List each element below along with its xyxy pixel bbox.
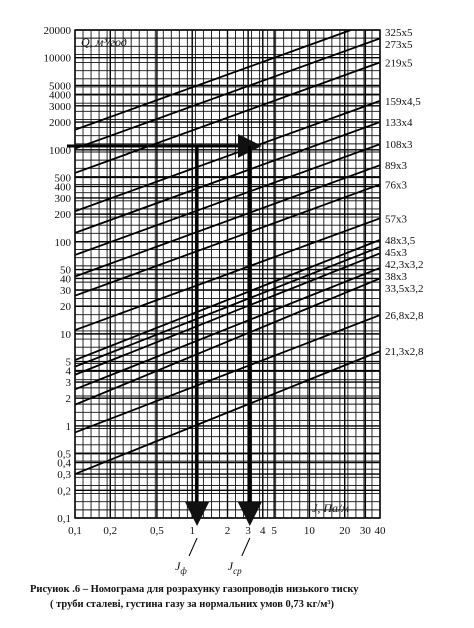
x-tick-label: 0,1 <box>68 525 82 537</box>
series-label: 108x3 <box>385 139 413 152</box>
x-tick-label: 4 <box>260 525 266 537</box>
x-tick-label: 5 <box>271 525 277 537</box>
y-tick-label: 3 <box>65 377 71 390</box>
y-tick-label: 1000 <box>49 144 71 157</box>
x-axis-ticks <box>68 525 386 537</box>
annotation-label: $J_ф$ <box>175 559 187 576</box>
y-tick-label: 5000 <box>49 80 71 93</box>
y-tick-label: 0,2 <box>57 485 71 498</box>
x-tick-label: 30 <box>359 525 371 537</box>
y-tick-label: 0,3 <box>57 469 71 482</box>
y-tick-label: 200 <box>54 209 71 222</box>
y-tick-label: 400 <box>54 181 71 194</box>
x-tick-label: 1 <box>189 525 195 537</box>
leader-line <box>242 538 250 556</box>
series-label: 273x5 <box>385 39 413 52</box>
series-label: 133x4 <box>385 117 413 130</box>
x-tick-label: 10 <box>303 525 315 537</box>
y-tick-label: 40 <box>60 273 71 286</box>
series-label: 33,5x3,2 <box>385 282 424 295</box>
y-tick-label: 5 <box>65 356 71 369</box>
y-tick-label: 0,4 <box>57 457 71 470</box>
series-label: 159x4,5 <box>385 95 421 108</box>
annotations <box>175 559 242 576</box>
y-tick-label: 1 <box>65 420 71 433</box>
series-label: 57x3 <box>385 213 407 226</box>
x-tick-label: 0,5 <box>150 525 164 537</box>
y-tick-label: 500 <box>54 172 71 185</box>
x-tick-label: 2 <box>224 525 231 537</box>
series-label: 26,8x2,8 <box>385 310 424 323</box>
series-label: 325x5 <box>385 27 413 40</box>
series-label: 48x3,5 <box>385 234 416 247</box>
series-label: 76x3 <box>385 179 407 192</box>
series-label: 219x5 <box>385 57 413 70</box>
y-tick-label: 100 <box>54 236 71 249</box>
y-tick-label: 10000 <box>43 52 71 65</box>
y-tick-label: 4000 <box>49 89 71 102</box>
y-axis-ticks <box>44 25 72 525</box>
reading-guides <box>67 146 250 556</box>
y-tick-label: 10 <box>60 328 71 341</box>
series-labels <box>385 27 424 358</box>
y-tick-label: 2 <box>65 393 71 406</box>
y-axis-title: Q, м³/год <box>81 35 127 49</box>
y-tick-label: 20000 <box>43 25 71 37</box>
y-tick-label: 20 <box>60 301 71 314</box>
x-tick-label: 40 <box>374 525 386 537</box>
series-label: 89x3 <box>385 160 407 173</box>
x-axis-title: J, Па/м <box>312 501 349 515</box>
series-label: 38x3 <box>385 270 407 283</box>
y-tick-label: 4 <box>65 365 71 378</box>
y-tick-label: 0,1 <box>57 513 71 525</box>
y-tick-label: 50 <box>60 264 71 277</box>
x-tick-label: 20 <box>339 525 351 537</box>
y-tick-label: 3000 <box>49 100 71 113</box>
y-tick-label: 30 <box>60 284 71 297</box>
series-label: 42,3x3,2 <box>385 258 424 271</box>
caption-line-1: Рисуиок .6 – Номограма для розрахунку газопроводів низького тиску <box>30 584 359 595</box>
y-tick-label: 2000 <box>49 117 71 130</box>
series-label: 21,3x2,8 <box>385 346 424 359</box>
y-tick-label: 300 <box>54 192 71 205</box>
leader-line <box>189 538 197 556</box>
series-label: 45x3 <box>385 246 407 259</box>
x-tick-label: 3 <box>245 525 251 537</box>
caption-line-2: ( труби сталеві, густина газу за нормальних умов 0,73 кг/м³) <box>50 599 335 610</box>
y-tick-label: 0,5 <box>57 448 71 461</box>
annotation-label: $J_{ср}$ <box>227 559 242 576</box>
x-tick-label: 0,2 <box>103 525 118 537</box>
